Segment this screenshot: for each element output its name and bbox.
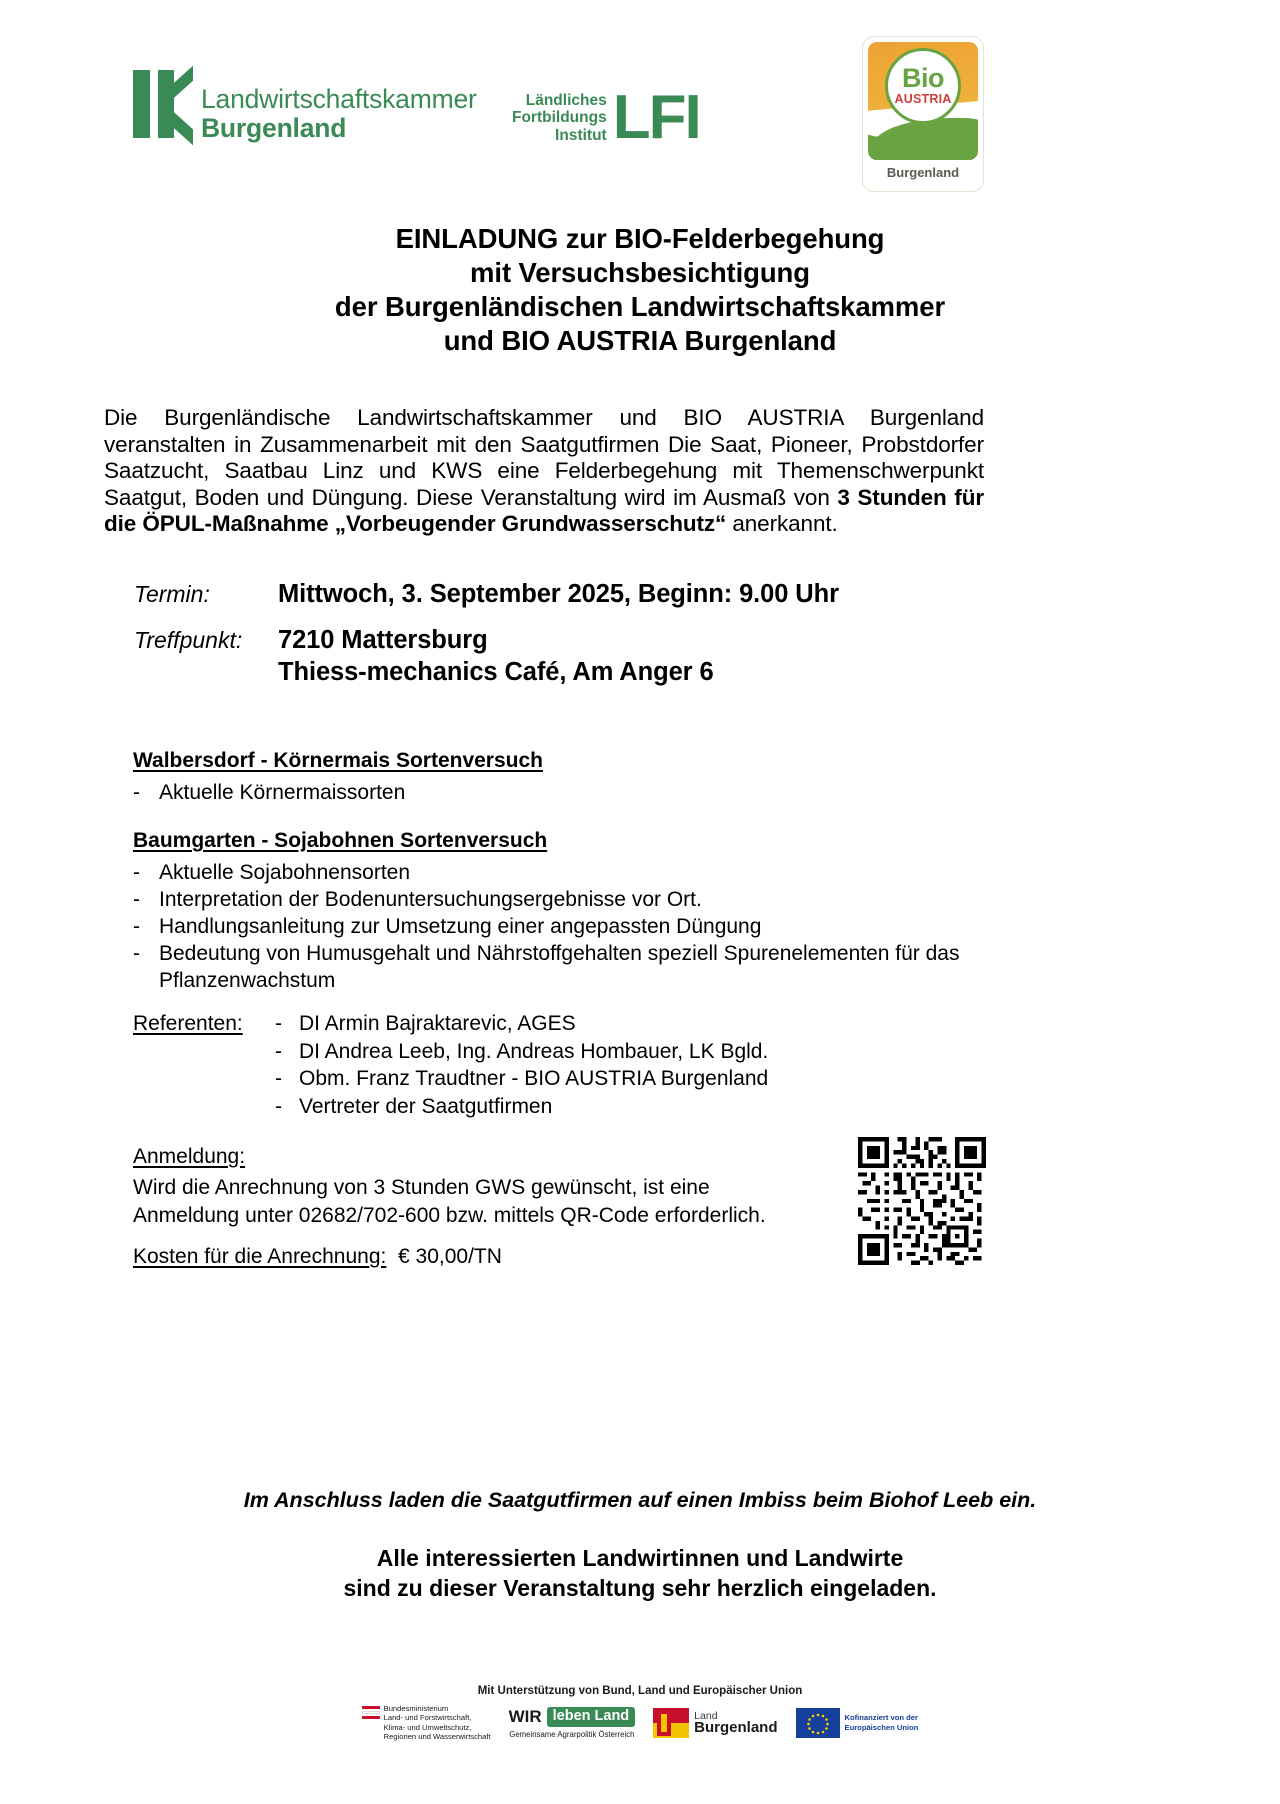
lfi-word-institut: Institut — [555, 126, 607, 144]
list-item — [133, 779, 1003, 806]
footer-funding — [0, 1685, 1280, 1742]
dash-bullet-icon: - — [133, 942, 140, 965]
title-line-4: und BIO AUSTRIA Burgenland — [443, 325, 837, 356]
title-line-2: mit Versuchsbesichtigung — [470, 257, 810, 288]
dash-bullet-icon: - — [133, 861, 140, 884]
dash-bullet-icon: - — [133, 915, 140, 938]
intro-text-bold: 3 Stunden für die ÖPUL-Maßnahme „Vorbeugender Grundwasserschutz“ — [104, 484, 984, 536]
cost-label: Kosten für die Anrechnung: — [133, 1245, 387, 1268]
bio-logo-bio-text: Bio — [902, 63, 944, 94]
qr-code-icon[interactable] — [858, 1137, 986, 1265]
ministry-flag-icon — [362, 1704, 380, 1721]
dash-bullet-icon: - — [275, 1094, 282, 1118]
registration-line2: Anmeldung unter 02682/702-600 bzw. mittels QR-Code erforderlich. — [133, 1203, 766, 1227]
wir-leben-land-logo — [509, 1707, 636, 1739]
burgenland-coat-icon — [653, 1708, 689, 1738]
lfi-word-fortbildungs: Fortbildungs — [512, 109, 607, 127]
eu-line2: Europäischen Union — [844, 1722, 919, 1732]
list-item — [133, 886, 1003, 913]
registration-block — [133, 1143, 833, 1271]
list-item — [275, 1038, 1003, 1066]
registration-heading: Anmeldung: — [133, 1145, 246, 1168]
list-item — [133, 940, 1003, 994]
lk-monogram-icon — [133, 70, 191, 138]
intro-text-part1: Die Burgenländische Landwirtschaftskammer und BIO AUSTRIA Burgenland veranstalten in Zusammenarbeit mit den Saatgutfirmen Die Saat, Pioneer, Probstdorfer Saatzucht, Saatbau Linz und KWS eine Felderbegehung mit Themenschwerpunkt Saatgut, Boden und Düngung. Diese Veranstaltung wird im Ausmaß von — [104, 405, 984, 510]
intro-paragraph — [104, 405, 984, 538]
lfi-word-laendliches: Ländliches — [525, 91, 607, 109]
speaker-name: Obm. Franz Traudtner - BIO AUSTRIA Burgenland — [299, 1067, 769, 1090]
list-item-label: Aktuelle Körnermaissorten — [159, 781, 406, 804]
dash-bullet-icon: - — [275, 1039, 282, 1063]
detail-row-treffpunkt — [134, 624, 994, 688]
registration-line1: Wird die Anrechnung von 3 Stunden GWS gewünscht, ist eine — [133, 1176, 710, 1199]
program-sections — [133, 748, 1003, 1016]
section-walbersdorf — [133, 748, 1003, 806]
closing-line-2: Alle interessierten Landwirtinnen und Landwirte — [376, 1545, 904, 1571]
list-item — [133, 859, 1003, 886]
section-baumgarten — [133, 828, 1003, 994]
funding-note: Mit Unterstützung von Bund, Land und Europäischer Union — [477, 1685, 803, 1697]
list-item-label: Handlungsanleitung zur Umsetzung einer angepassten Düngung — [159, 915, 762, 938]
dash-bullet-icon: - — [133, 888, 140, 911]
eu-flag-icon — [796, 1708, 840, 1738]
intro-text-part2: anerkannt. — [726, 511, 838, 536]
speaker-name: DI Andrea Leeb, Ing. Andreas Hombauer, LK Bgld. — [299, 1039, 769, 1063]
page-title — [0, 222, 1280, 358]
bio-hill-graphic — [868, 120, 978, 160]
lk-logo-line1: Landwirtschaftskammer — [201, 84, 477, 114]
bio-austria-burgenland-logo — [862, 36, 984, 192]
wir-text: WIR — [508, 1707, 542, 1727]
treffpunkt-value — [278, 624, 714, 688]
ministry-line1: Bundesministerium — [383, 1704, 449, 1713]
cost-value: € 30,00/TN — [398, 1245, 502, 1268]
ministry-line2: Land- und Forstwirtschaft, — [383, 1713, 472, 1723]
event-details — [134, 578, 994, 702]
bio-logo-caption: Burgenland — [886, 165, 960, 180]
section-heading: Walbersdorf - Körnermais Sortenversuch — [133, 749, 543, 772]
section-heading: Baumgarten - Sojabohnen Sortenversuch — [133, 829, 548, 852]
speakers-label: Referenten: — [133, 1012, 243, 1035]
header-logos — [0, 0, 1280, 205]
lfi-logo — [512, 78, 742, 158]
lk-burgenland-logo — [133, 70, 477, 143]
dash-bullet-icon: - — [275, 1067, 282, 1090]
land-burgenland-logo — [653, 1708, 777, 1738]
dash-bullet-icon: - — [275, 1012, 282, 1035]
title-line-1: EINLADUNG zur BIO-Felderbegehung — [395, 223, 885, 254]
land-line1: Land — [694, 1709, 718, 1722]
termin-label: Termin: — [134, 581, 210, 607]
bio-logo-austria-text: AUSTRIA — [894, 92, 952, 107]
leben-land-badge: leben Land — [547, 1707, 636, 1727]
title-line-3: der Burgenländischen Landwirtschaftskammer — [334, 291, 946, 322]
cost-line — [133, 1243, 833, 1271]
closing-invitation — [0, 1543, 1280, 1603]
speaker-name: Vertreter der Saatgutfirmen — [299, 1094, 553, 1118]
list-item — [275, 1093, 1003, 1121]
list-item — [275, 1065, 1003, 1093]
treffpunkt-line1: 7210 Mattersburg — [278, 626, 488, 654]
list-item-label: Interpretation der Bodenuntersuchungsergebnisse vor Ort. — [159, 888, 702, 911]
ministry-line3: Klima- und Umweltschutz, — [383, 1722, 472, 1732]
ministry-logo — [362, 1704, 491, 1742]
ministry-line4: Regionen und Wasserwirtschaft — [383, 1732, 491, 1742]
speakers-block — [133, 1010, 1003, 1120]
wir-subtitle: Gemeinsame Agrarpolitik Österreich — [509, 1729, 635, 1739]
termin-value: Mittwoch, 3. September 2025, Beginn: 9.00 Uhr — [278, 580, 839, 608]
list-item — [275, 1010, 1003, 1038]
lfi-abbreviation: LFI — [612, 82, 700, 152]
eu-funding-logo — [796, 1708, 919, 1738]
eu-line1: Kofinanziert von der — [844, 1713, 918, 1723]
closing-note-imbiss: Im Anschluss laden die Saatgutfirmen auf einen Imbiss beim Biohof Leeb ein. — [243, 1488, 1037, 1512]
speaker-name: DI Armin Bajraktarevic, AGES — [299, 1012, 576, 1035]
list-item-label: Aktuelle Sojabohnensorten — [159, 861, 411, 884]
treffpunkt-line2: Thiess-mechanics Café, Am Anger 6 — [278, 658, 714, 686]
closing-line-3: sind zu dieser Veranstaltung sehr herzlich eingeladen. — [343, 1575, 937, 1601]
detail-row-termin — [134, 578, 994, 610]
treffpunkt-label: Treffpunkt: — [134, 627, 243, 653]
lk-logo-line2: Burgenland — [201, 112, 347, 143]
list-item-label: Bedeutung von Humusgehalt und Nährstoffgehalten speziell Spurenelementen für das Pflanzenwachstum — [159, 942, 960, 992]
list-item — [133, 913, 1003, 940]
land-line2: Burgenland — [694, 1719, 778, 1737]
dash-bullet-icon: - — [133, 781, 140, 804]
